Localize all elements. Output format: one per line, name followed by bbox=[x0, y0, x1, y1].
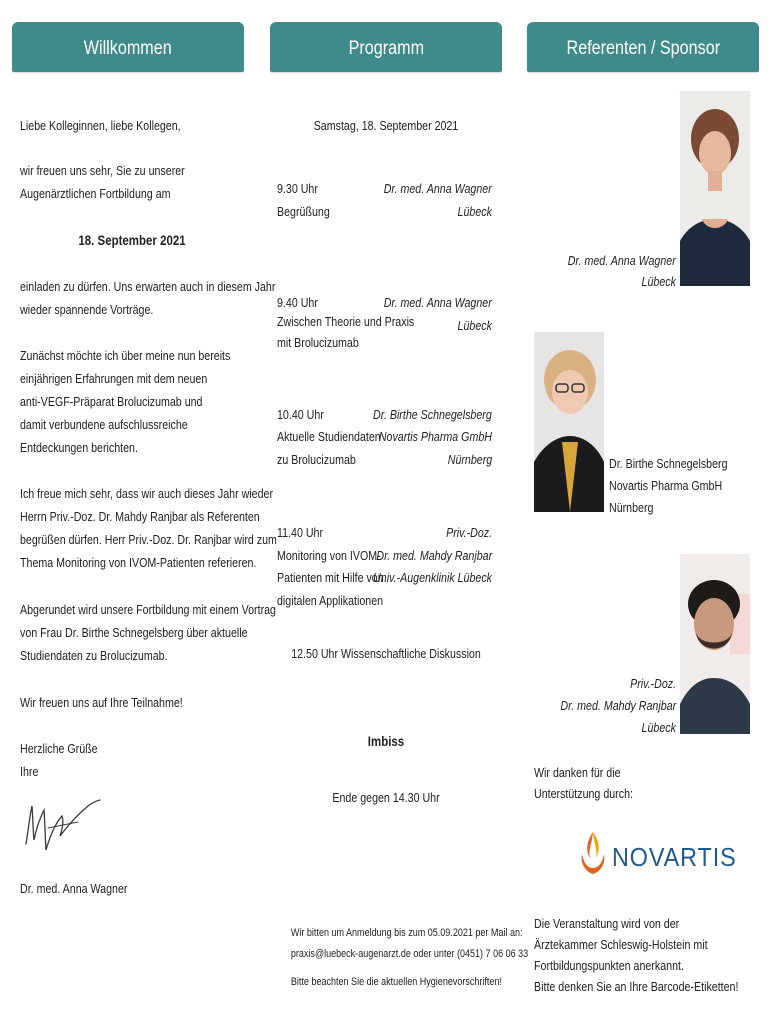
speaker-3-location: Lübeck bbox=[641, 720, 676, 735]
program-item-3-company: Novartis Pharma GmbH bbox=[378, 429, 492, 444]
tab-willkommen-label: Willkommen bbox=[84, 38, 172, 59]
closing-line-1: Herzliche Grüße bbox=[20, 741, 98, 756]
speaker-photo-birthe-schnegelsberg bbox=[534, 332, 604, 512]
program-item-3-location: Nürnberg bbox=[447, 452, 492, 467]
welcome-paragraph-2-line-1: einladen zu dürfen. Uns erwarten auch in diesem Jahr bbox=[20, 279, 276, 294]
thanks-line-1: Wir danken für die bbox=[534, 765, 621, 780]
tab-programm bbox=[270, 22, 502, 72]
hygiene-note: Bitte beachten Sie die aktuellen Hygienevorschriften! bbox=[290, 976, 502, 988]
welcome-paragraph-3-line-3: anti-VEGF-Präparat Brolucizumab und bbox=[20, 394, 203, 409]
program-item-1-speaker: Dr. med. Anna Wagner bbox=[383, 181, 492, 196]
novartis-logo bbox=[578, 828, 737, 878]
program-item-1-location: Lübeck bbox=[457, 204, 492, 219]
tab-referenten bbox=[527, 22, 759, 72]
speaker-photo-anna-wagner bbox=[680, 91, 750, 286]
welcome-paragraph-5-line-1: Abgerundet wird unsere Fortbildung mit einem Vortrag bbox=[20, 602, 276, 617]
tab-willkommen bbox=[12, 22, 244, 72]
program-item-4-title-line-2: Patienten mit Hilfe von bbox=[277, 570, 384, 585]
program-item-3-time: 10.40 Uhr bbox=[277, 407, 324, 422]
thanks-line-2: Unterstützung durch: bbox=[534, 786, 633, 801]
welcome-paragraph-5-line-2: von Frau Dr. Birthe Schnegelsberg über aktuelle bbox=[20, 625, 248, 640]
closing-line-2: Ihre bbox=[20, 764, 39, 779]
event-date: 18. September 2021 bbox=[78, 232, 186, 248]
program-snack: Imbiss bbox=[367, 733, 405, 749]
program-date: Samstag, 18. September 2021 bbox=[313, 118, 459, 133]
program-item-4-time: 11.40 Uhr bbox=[277, 525, 324, 540]
signature-image bbox=[18, 792, 108, 864]
signer-name: Dr. med. Anna Wagner bbox=[20, 881, 128, 896]
tab-programm-label: Programm bbox=[348, 38, 424, 59]
program-item-4-speaker-title: Priv.-Doz. bbox=[445, 525, 492, 540]
registration-line-1: Wir bitten um Anmeldung bis zum 05.09.2021 per Mail an: bbox=[290, 927, 523, 939]
program-item-2-speaker: Dr. med. Anna Wagner bbox=[383, 295, 492, 310]
chamber-line-1: Die Veranstaltung wird von der bbox=[534, 916, 680, 931]
speaker-3-name: Dr. med. Mahdy Ranjbar bbox=[560, 698, 676, 713]
speaker-photo-mahdy-ranjbar bbox=[680, 554, 750, 734]
program-item-3-title-line-1: Aktuelle Studiendaten bbox=[277, 429, 381, 444]
welcome-paragraph-4-line-2: Herrn Priv.-Doz. Dr. Mahdy Ranjbar als Referenten bbox=[20, 509, 260, 524]
chamber-line-3: Fortbildungspunkten anerkannt. bbox=[534, 958, 684, 973]
welcome-paragraph-5-line-3: Studiendaten zu Brolucizumab. bbox=[20, 648, 168, 663]
welcome-paragraph-3-line-4: damit verbundene aufschlussreiche bbox=[20, 417, 188, 432]
speaker-2-company: Novartis Pharma GmbH bbox=[609, 478, 723, 493]
program-item-1-time: 9.30 Uhr bbox=[277, 181, 318, 196]
welcome-paragraph-1-line-2: Augenärztlichen Fortbildung am bbox=[20, 186, 171, 201]
program-item-2-title-line-1: Zwischen Theorie und Praxis bbox=[277, 314, 415, 329]
welcome-paragraph-4-line-1: Ich freue mich sehr, dass wir auch dieses Jahr wieder bbox=[20, 486, 273, 501]
speaker-1-location: Lübeck bbox=[641, 274, 676, 289]
program-discussion: 12.50 Uhr Wissenschaftliche Diskussion bbox=[291, 646, 481, 661]
welcome-paragraph-4-line-4: Thema Monitoring von IVOM-Patienten referieren. bbox=[20, 555, 257, 570]
speaker-2-location: Nürnberg bbox=[609, 500, 654, 515]
program-item-4-title-line-1: Monitoring von IVOM- bbox=[277, 548, 381, 563]
welcome-paragraph-1-line-1: wir freuen uns sehr, Sie zu unserer bbox=[20, 163, 185, 178]
program-item-3-speaker: Dr. Birthe Schnegelsberg bbox=[373, 407, 492, 422]
chamber-line-4: Bitte denken Sie an Ihre Barcode-Etiketten! bbox=[534, 979, 739, 994]
welcome-paragraph-2-line-2: wieder spannende Vorträge. bbox=[20, 302, 154, 317]
chamber-line-2: Ärztekammer Schleswig-Holstein mit bbox=[534, 937, 708, 952]
welcome-paragraph-6: Wir freuen uns auf Ihre Teilnahme! bbox=[20, 695, 183, 710]
welcome-paragraph-4-line-3: begrüßen dürfen. Herr Priv.-Doz. Dr. Ranjbar wird zum bbox=[20, 532, 277, 547]
program-item-3-title-line-2: zu Brolucizumab bbox=[277, 452, 356, 467]
program-item-2-time: 9.40 Uhr bbox=[277, 295, 318, 310]
greeting: Liebe Kolleginnen, liebe Kollegen, bbox=[20, 118, 181, 133]
welcome-paragraph-3-line-1: Zunächst möchte ich über meine nun bereits bbox=[20, 348, 231, 363]
program-item-2-title-line-2: mit Brolucizumab bbox=[277, 335, 359, 350]
novartis-flame-icon bbox=[578, 828, 608, 876]
tab-referenten-label: Referenten / Sponsor bbox=[566, 38, 720, 59]
program-item-1-title: Begrüßung bbox=[277, 204, 330, 219]
welcome-paragraph-3-line-2: einjährigen Erfahrungen mit dem neuen bbox=[20, 371, 208, 386]
program-item-4-speaker: Dr. med. Mahdy Ranjbar bbox=[376, 548, 492, 563]
registration-line-2: praxis@luebeck-augenarzt.de oder unter (0451) 7 06 06 33 bbox=[290, 948, 529, 960]
program-end: Ende gegen 14.30 Uhr bbox=[332, 790, 440, 805]
welcome-paragraph-3-line-5: Entdeckungen berichten. bbox=[20, 440, 138, 455]
program-item-4-location: Univ.-Augenklinik Lübeck bbox=[373, 570, 492, 585]
novartis-wordmark: NOVARTIS bbox=[612, 842, 737, 872]
speaker-1-name: Dr. med. Anna Wagner bbox=[567, 253, 676, 268]
speaker-2-name: Dr. Birthe Schnegelsberg bbox=[609, 456, 728, 471]
speaker-3-title: Priv.-Doz. bbox=[629, 676, 676, 691]
program-item-2-location: Lübeck bbox=[457, 318, 492, 333]
program-item-4-title-line-3: digitalen Applikationen bbox=[277, 593, 384, 608]
